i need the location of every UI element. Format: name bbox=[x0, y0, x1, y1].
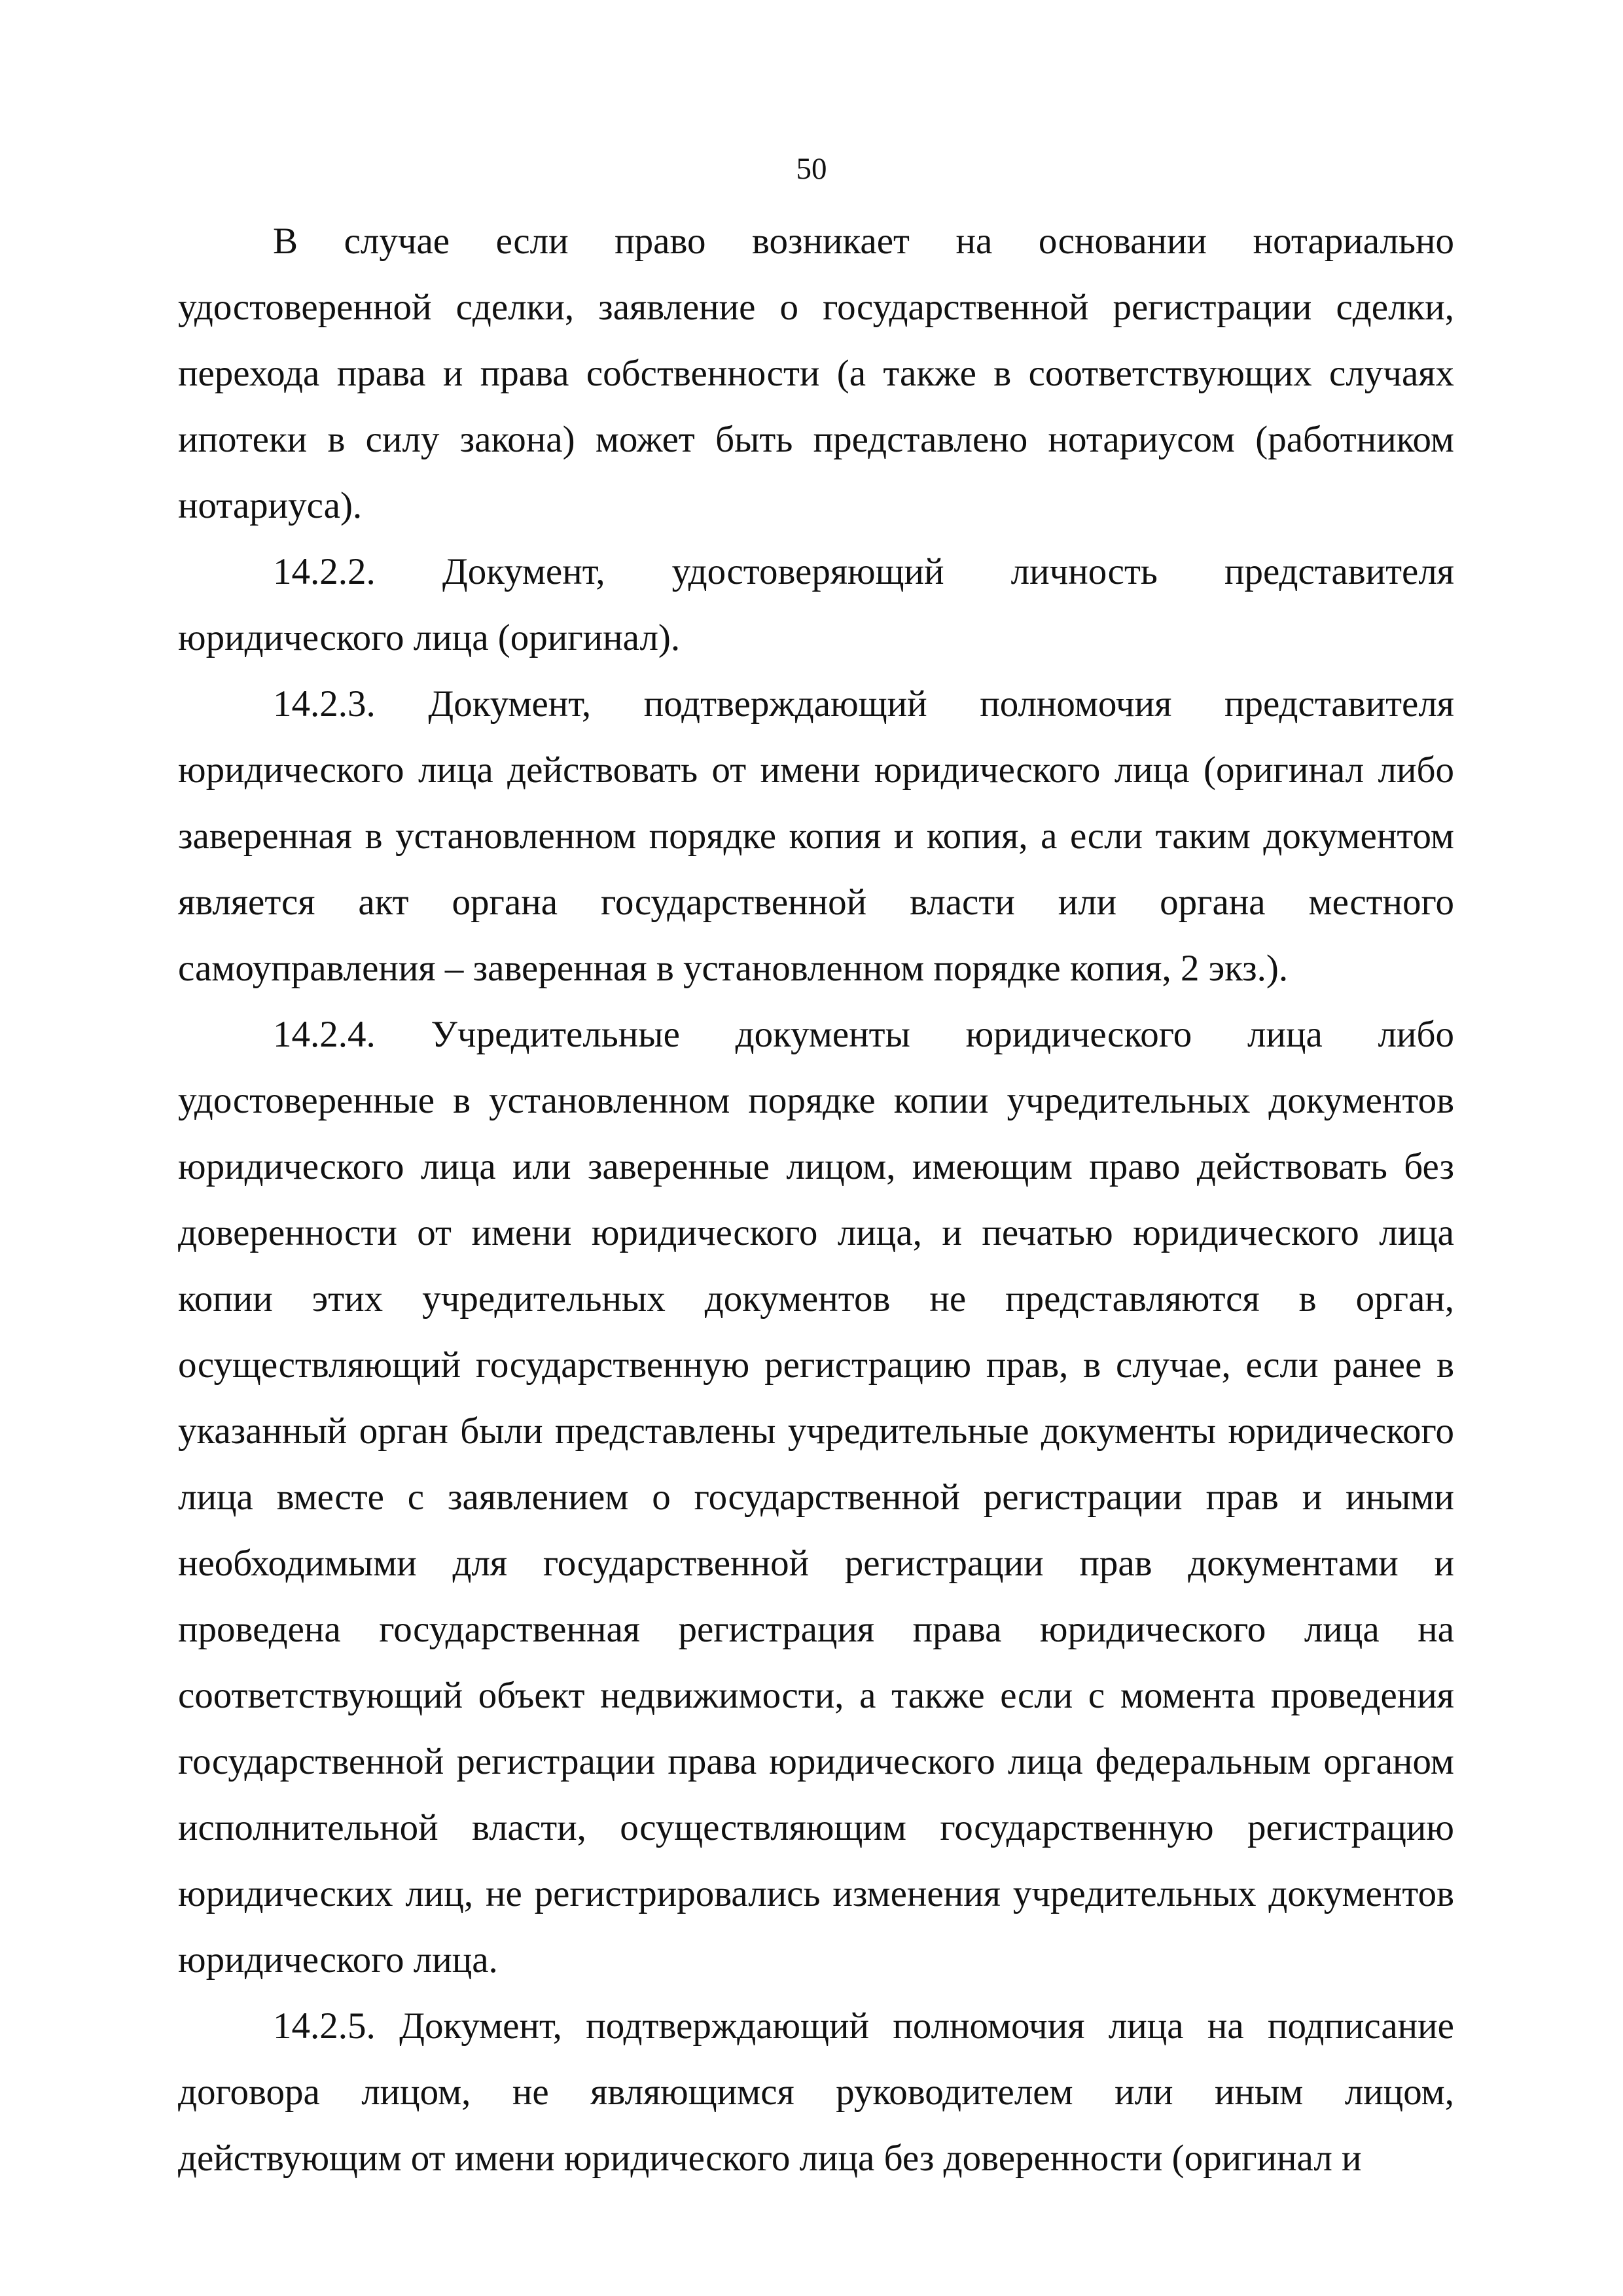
paragraph-14-2-5: 14.2.5. Документ, подтверждающий полномочия лица на подписание договора лицом, не являющимся руководителем или иным лицом, действующим от имени юридического лица без доверенности (оригинал и bbox=[178, 2005, 1454, 2179]
document-body bbox=[178, 208, 1454, 2191]
paragraph-14-2-2: 14.2.2. Документ, удостоверяющий личность представителя юридического лица (оригинал). bbox=[178, 551, 1454, 658]
paragraph-14-2-3: 14.2.3. Документ, подтверждающий полномочия представителя юридического лица действовать от имени юридического лица (оригинал либо заверенная в установленном порядке копия и копия, а если таким документом является акт органа государственной власти или органа местного самоуправления – заверенная в установленном порядке копия, 2 экз.). bbox=[178, 683, 1454, 989]
paragraph-notary-case: В случае если право возникает на основании нотариально удостоверенной сделки, заявление о государственной регистрации сделки, перехода права и права собственности (а также в соответствующих случаях ипотеки в силу закона) может быть представлено нотариусом (работником нотариуса). bbox=[178, 221, 1454, 526]
page-number: 50 bbox=[796, 152, 827, 186]
paragraph-14-2-4: 14.2.4. Учредительные документы юридического лица либо удостоверенные в установленном порядке копии учредительных документов юридического лица или заверенные лицом, имеющим право действовать без доверенности от имени юридического лица, и печатью юридического лица копии этих учредительных документов не представляются в орган, осуществляющий государственную регистрацию прав, в случае, если ранее в указанный орган были представлены учредительные документы юридического лица вместе с заявлением о государственной регистрации прав и иными необходимыми для государственной регистрации прав документами и проведена государственная регистрация права юридического лица на соответствующий объект недвижимости, а также если с момента проведения государственной регистрации права юридического лица федеральным органом исполнительной власти, осуществляющим государственную регистрацию юридических лиц, не регистрировались изменения учредительных документов юридического лица. bbox=[178, 1014, 1454, 1981]
